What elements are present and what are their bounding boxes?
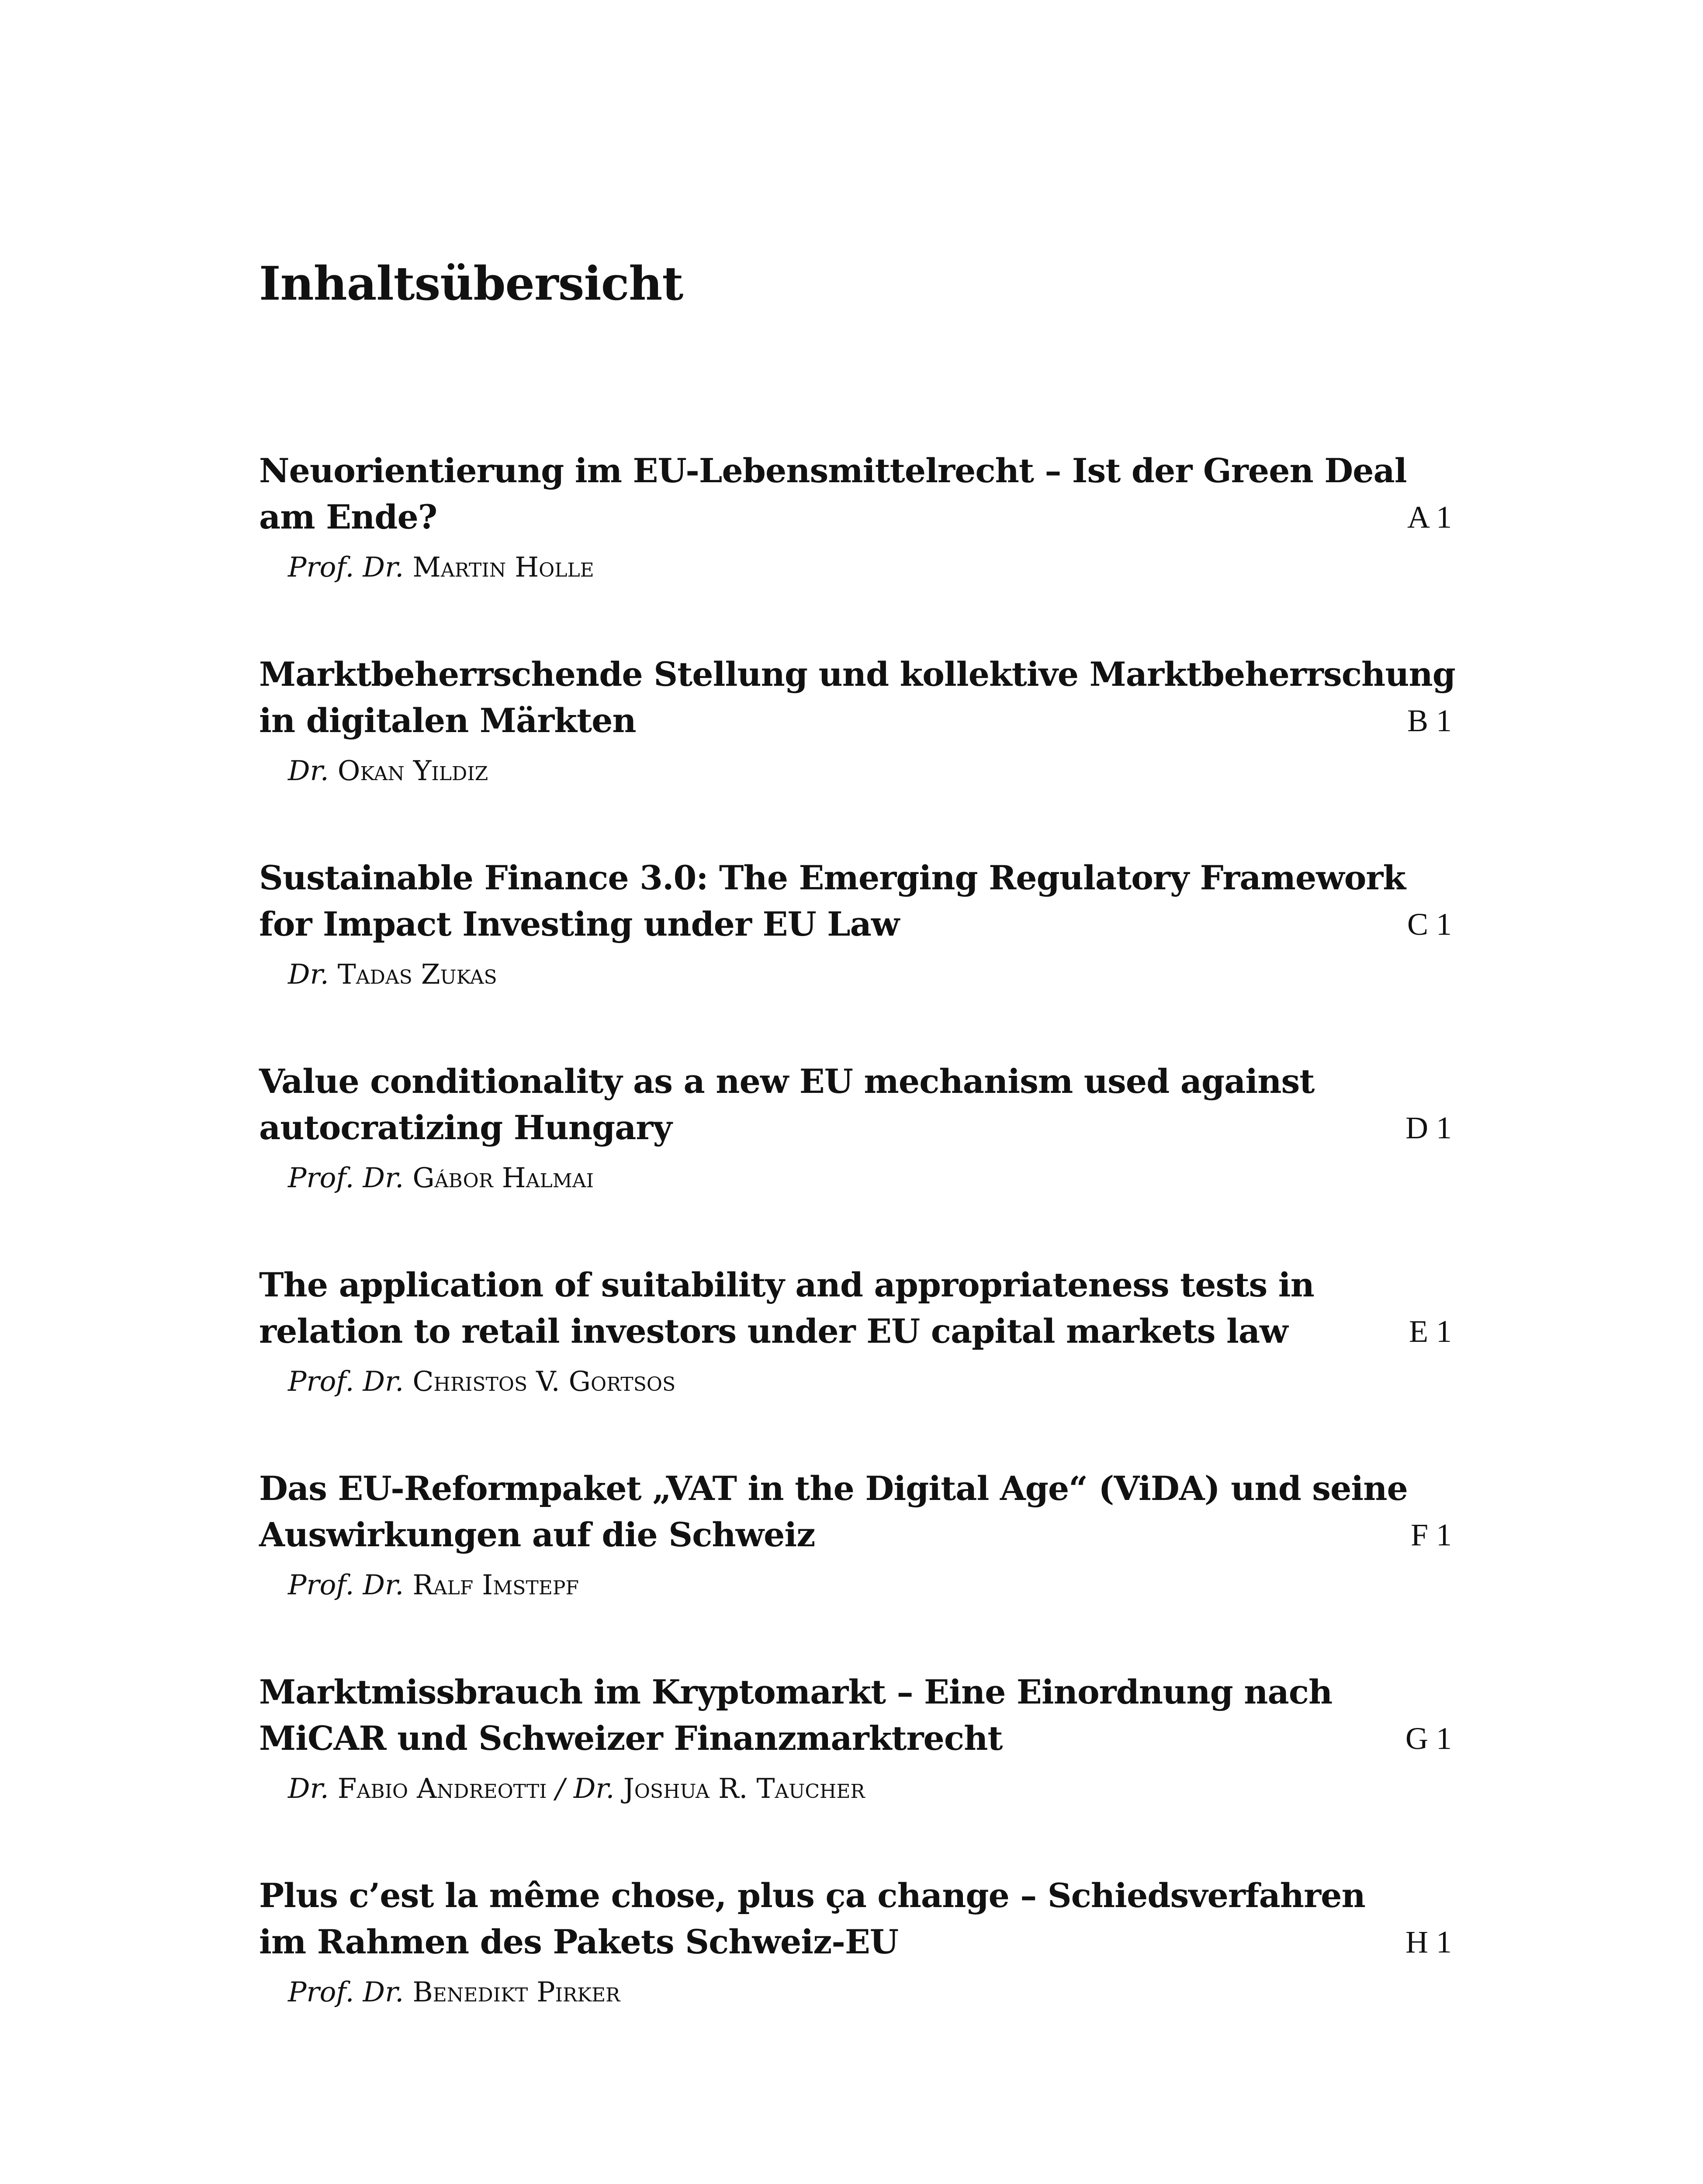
entry-title-line: Plus c’est la même chose, plus ça change – Schiedsverfahren	[259, 1876, 1365, 1915]
entry-page-reference: F 1	[1410, 1517, 1452, 1552]
entry-title-line: autocratizing Hungary	[259, 1108, 672, 1147]
entry-title	[259, 1058, 1321, 1151]
entry-title-line: Sustainable Finance 3.0: The Emerging Regulatory Framework	[259, 858, 1406, 897]
author-academic-title: Prof. Dr.	[288, 1976, 404, 2008]
entry-author	[288, 957, 1452, 992]
second-author-name: Joshua R. Taucher	[623, 1773, 865, 1804]
toc-entry	[259, 855, 1452, 1058]
entry-title	[259, 855, 1406, 947]
table-of-contents	[259, 448, 1455, 2076]
second-author-academic-title: / Dr.	[555, 1773, 615, 1804]
entry-page-reference: A 1	[1407, 500, 1452, 535]
author-academic-title: Prof. Dr.	[288, 551, 404, 583]
entry-title	[259, 1669, 1333, 1762]
author-academic-title: Dr.	[288, 958, 329, 990]
entry-author	[288, 550, 1452, 585]
entry-page-reference: H 1	[1405, 1925, 1452, 1959]
author-academic-title: Prof. Dr.	[288, 1162, 404, 1194]
toc-entry	[259, 1669, 1452, 1873]
entry-author	[288, 1771, 1452, 1806]
entry-page-reference: E 1	[1409, 1314, 1452, 1349]
entry-title	[259, 1262, 1321, 1355]
toc-entry	[259, 1465, 1452, 1669]
author-name: Benedikt Pirker	[412, 1976, 620, 2008]
author-name: Martin Holle	[412, 551, 594, 583]
entry-title-line: for Impact Investing under EU Law	[259, 905, 900, 943]
entry-title-line: The application of suitability and appropriateness tests in	[259, 1265, 1314, 1304]
entry-page-reference: B 1	[1407, 703, 1452, 738]
entry-author	[288, 1364, 1452, 1399]
entry-page-reference: C 1	[1407, 907, 1452, 942]
author-name: Ralf Imstepf	[412, 1569, 579, 1601]
entry-author	[288, 1161, 1452, 1196]
entry-title-line: Marktmissbrauch im Kryptomarkt – Eine Einordnung nach	[259, 1673, 1333, 1711]
entry-author	[288, 1568, 1452, 1603]
author-name: Fabio Andreotti	[337, 1773, 547, 1804]
entry-title	[259, 1465, 1408, 1558]
author-academic-title: Dr.	[288, 755, 329, 787]
entry-title-line: Auswirkungen auf die Schweiz	[259, 1515, 815, 1554]
entry-title-line: MiCAR und Schweizer Finanzmarktrecht	[259, 1719, 1003, 1758]
entry-author	[288, 1975, 1452, 2010]
entry-title-line: in digitalen Märkten	[259, 701, 636, 740]
entry-title-line: Neuorientierung im EU-Lebensmittelrecht – Ist der Green Deal	[259, 451, 1407, 490]
author-academic-title: Prof. Dr.	[288, 1569, 404, 1601]
entry-title-line: am Ende?	[259, 498, 437, 536]
author-name: Tadas Zukas	[337, 958, 497, 990]
author-academic-title: Prof. Dr.	[288, 1365, 404, 1397]
toc-entry	[259, 1873, 1452, 2076]
entry-author	[288, 753, 1452, 788]
entry-page-reference: G 1	[1405, 1721, 1452, 1756]
entry-title-line: relation to retail investors under EU capital markets law	[259, 1312, 1288, 1351]
author-name: Gábor Halmai	[412, 1162, 594, 1194]
entry-title	[259, 1873, 1365, 1965]
entry-title-line: im Rahmen des Pakets Schweiz-EU	[259, 1922, 899, 1961]
entry-title	[259, 448, 1407, 540]
toc-entry	[259, 651, 1455, 855]
author-name: Christos V. Gortsos	[412, 1365, 676, 1397]
toc-entry	[259, 448, 1452, 651]
entry-title-line: Das EU-Reformpaket „VAT in the Digital Age“ (ViDA) und seine	[259, 1469, 1408, 1508]
author-name: Okan Yildiz	[337, 755, 488, 787]
entry-page-reference: D 1	[1405, 1110, 1452, 1145]
page-title: Inhaltsübersicht	[259, 256, 683, 311]
toc-entry	[259, 1058, 1452, 1262]
entry-title-line: Value conditionality as a new EU mechanism used against	[259, 1062, 1315, 1101]
entry-title-line: Marktbeherrschende Stellung und kollektive Marktbeherrschung	[259, 655, 1455, 694]
toc-entry	[259, 1262, 1452, 1465]
author-academic-title: Dr.	[288, 1773, 329, 1804]
